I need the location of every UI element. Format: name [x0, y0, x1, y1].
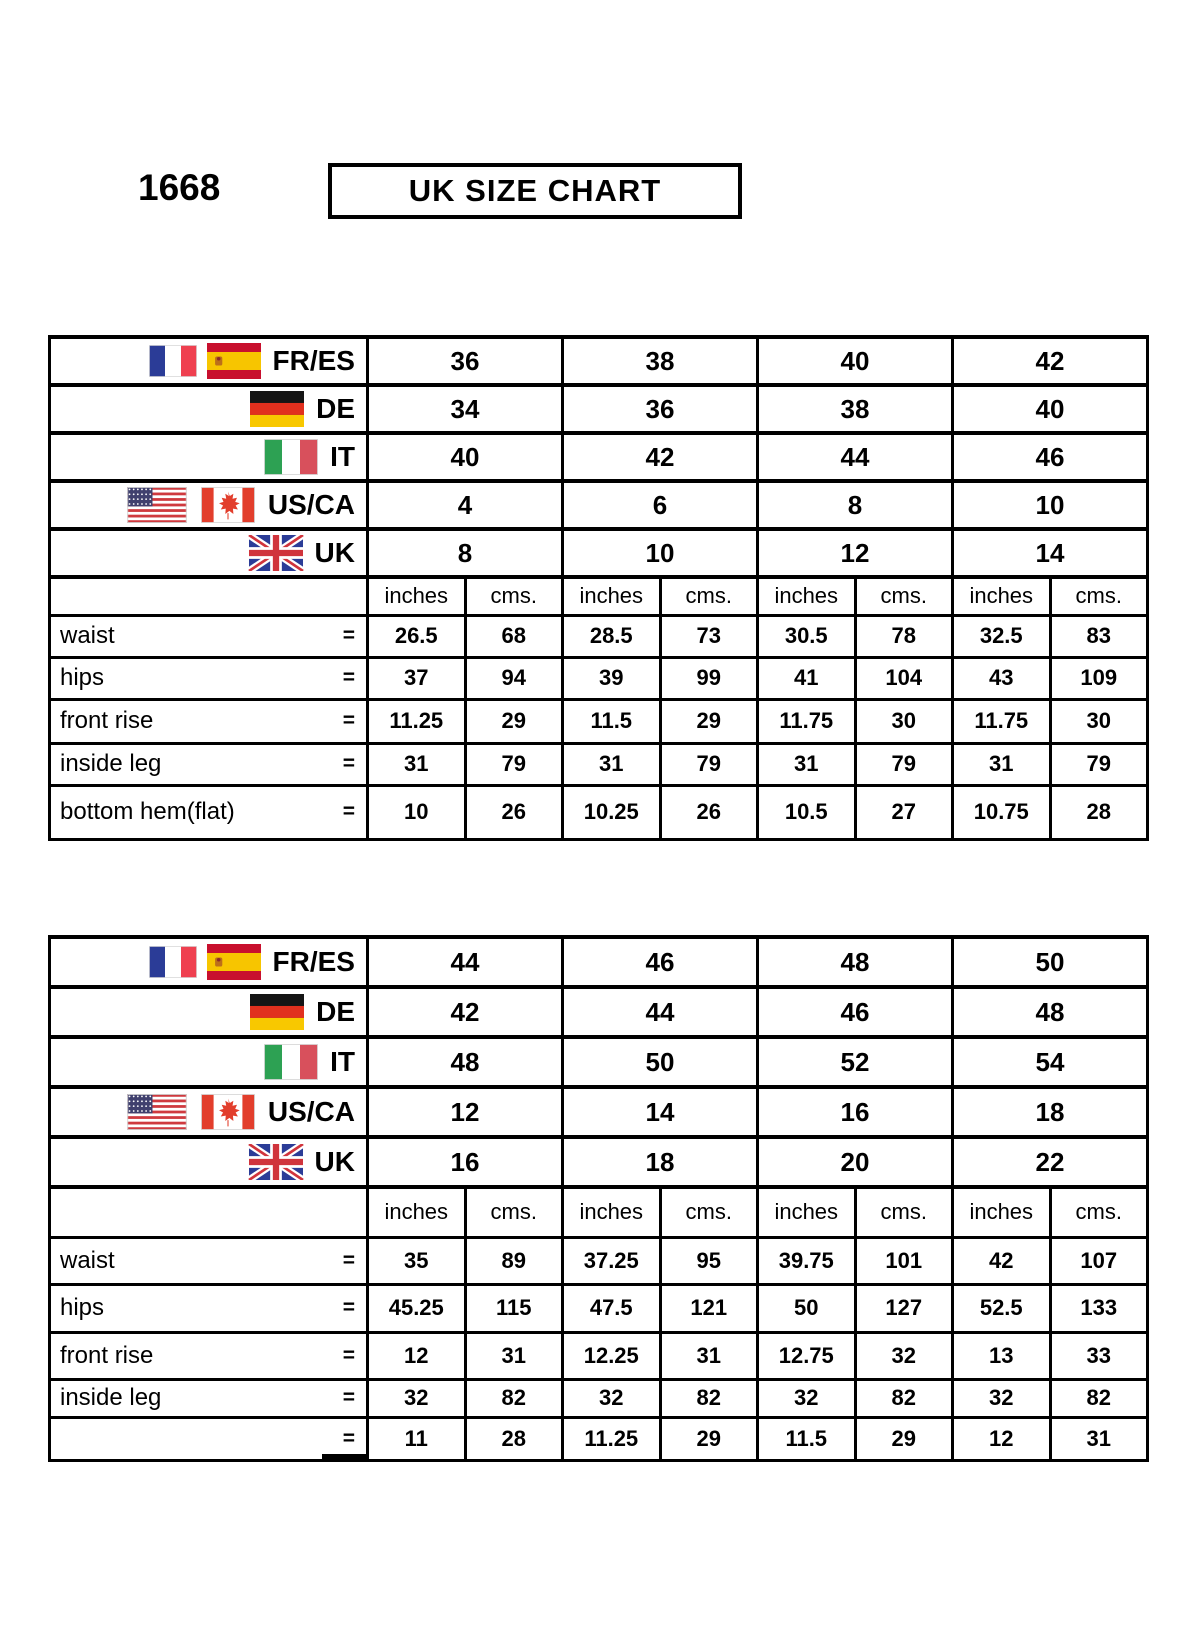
unit-inches-cell: inches: [758, 1187, 856, 1237]
value-inches-cell: 39.75: [758, 1237, 856, 1284]
region-code: DE: [316, 996, 355, 1027]
equals-sign: =: [342, 1426, 355, 1450]
region-code: DE: [316, 393, 355, 424]
region-code: FR/ES: [272, 345, 355, 376]
equals-sign: =: [342, 1248, 355, 1272]
size-value-cell: 38: [563, 337, 758, 385]
measure-label: [51, 664, 366, 692]
size-value-cell: 48: [368, 1037, 563, 1087]
flag-france-icon: [149, 343, 197, 379]
size-value-cell: 42: [953, 337, 1148, 385]
value-cms-cell: 127: [855, 1284, 953, 1332]
value-inches-cell: 10: [368, 785, 466, 839]
value-inches-cell: 31: [368, 743, 466, 785]
flag-france-icon: [149, 944, 197, 980]
flag-germany-icon: [248, 994, 306, 1030]
value-inches-cell: 50: [758, 1284, 856, 1332]
flag-spain-icon: [205, 343, 263, 379]
region-label: [51, 994, 366, 1030]
value-inches-cell: 12.25: [563, 1332, 661, 1379]
value-inches-cell: 39: [563, 657, 661, 699]
size-value-cell: 44: [368, 937, 563, 987]
value-inches-cell: 11.25: [563, 1417, 661, 1460]
size-value-cell: 48: [953, 987, 1148, 1037]
region-label-cell: [50, 481, 368, 529]
value-inches-cell: 32: [953, 1379, 1051, 1417]
value-inches-cell: 32: [758, 1379, 856, 1417]
value-inches-cell: 35: [368, 1237, 466, 1284]
equals-sign: =: [342, 1343, 355, 1367]
size-value-cell: 40: [953, 385, 1148, 433]
region-row: [50, 937, 1148, 987]
measure-row: [50, 785, 1148, 839]
value-inches-cell: 42: [953, 1237, 1051, 1284]
value-inches-cell: 31: [563, 743, 661, 785]
equals-sign: =: [342, 800, 355, 823]
size-value-cell: 36: [368, 337, 563, 385]
value-cms-cell: 32: [855, 1332, 953, 1379]
size-value-cell: 52: [758, 1037, 953, 1087]
region-code: UK: [314, 537, 355, 568]
value-cms-cell: 30: [855, 699, 953, 743]
region-label: [51, 1044, 366, 1080]
value-cms-cell: 99: [660, 657, 758, 699]
unit-cms-cell: cms.: [855, 1187, 953, 1237]
measure-label-cell: [50, 1379, 368, 1417]
value-cms-cell: 27: [855, 785, 953, 839]
unit-inches-cell: inches: [953, 577, 1051, 615]
region-label: [51, 944, 366, 980]
region-row: [50, 1087, 1148, 1137]
size-value-cell: 40: [758, 337, 953, 385]
measure-label-cell: [50, 1332, 368, 1379]
flag-uk-icon: [247, 535, 305, 571]
unit-inches-cell: inches: [563, 1187, 661, 1237]
measure-label-cell: [50, 699, 368, 743]
value-inches-cell: 12: [953, 1417, 1051, 1460]
value-inches-cell: 11.5: [563, 699, 661, 743]
flag-usa-icon: [124, 1094, 190, 1130]
value-cms-cell: 94: [465, 657, 563, 699]
size-value-cell: 12: [368, 1087, 563, 1137]
value-cms-cell: 79: [660, 743, 758, 785]
size-value-cell: 42: [563, 433, 758, 481]
value-inches-cell: 45.25: [368, 1284, 466, 1332]
value-inches-cell: 37.25: [563, 1237, 661, 1284]
measure-row: [50, 743, 1148, 785]
value-cms-cell: 28: [1050, 785, 1148, 839]
value-inches-cell: 47.5: [563, 1284, 661, 1332]
value-cms-cell: 82: [855, 1379, 953, 1417]
size-value-cell: 4: [368, 481, 563, 529]
measure-label: [51, 707, 366, 735]
size-value-cell: 34: [368, 385, 563, 433]
value-inches-cell: 31: [758, 743, 856, 785]
measure-row: [50, 1417, 1148, 1460]
region-row: [50, 1137, 1148, 1187]
size-value-cell: 8: [368, 529, 563, 577]
measure-label-text: front rise: [60, 1341, 154, 1369]
measure-label-text: bottom hem(flat): [60, 798, 235, 825]
region-label-cell: [50, 987, 368, 1037]
value-cms-cell: 79: [465, 743, 563, 785]
flag-italy-icon: [262, 1044, 320, 1080]
measure-label-text: inside leg: [60, 1384, 162, 1411]
unit-cms-cell: cms.: [660, 1187, 758, 1237]
value-inches-cell: 32: [563, 1379, 661, 1417]
measure-label-cell: [50, 743, 368, 785]
value-cms-cell: 29: [855, 1417, 953, 1460]
value-cms-cell: 31: [660, 1332, 758, 1379]
region-row: [50, 987, 1148, 1037]
measure-label: [51, 1247, 366, 1275]
value-cms-cell: 104: [855, 657, 953, 699]
region-label: [51, 1094, 366, 1130]
region-label-cell: [50, 337, 368, 385]
flag-canada-icon: [198, 487, 258, 523]
value-inches-cell: 12: [368, 1332, 466, 1379]
size-value-cell: 50: [563, 1037, 758, 1087]
size-value-cell: 16: [758, 1087, 953, 1137]
size-value-cell: 16: [368, 1137, 563, 1187]
unit-inches-cell: inches: [563, 577, 661, 615]
measure-row: [50, 657, 1148, 699]
value-inches-cell: 43: [953, 657, 1051, 699]
region-code: US/CA: [267, 489, 355, 520]
flag-italy-icon: [262, 439, 320, 475]
value-cms-cell: 115: [465, 1284, 563, 1332]
size-value-cell: 42: [368, 987, 563, 1037]
value-inches-cell: 37: [368, 657, 466, 699]
flag-germany-icon: [248, 391, 306, 427]
size-value-cell: 22: [953, 1137, 1148, 1187]
measure-label-text: waist: [60, 1246, 115, 1274]
region-label: [51, 1144, 366, 1180]
measure-label: [51, 798, 366, 826]
empty-label-cell: [50, 1417, 368, 1460]
value-cms-cell: 109: [1050, 657, 1148, 699]
value-cms-cell: 73: [660, 615, 758, 657]
size-value-cell: 12: [758, 529, 953, 577]
size-value-cell: 10: [953, 481, 1148, 529]
equals-sign: =: [342, 709, 355, 732]
value-inches-cell: 32: [368, 1379, 466, 1417]
value-inches-cell: 10.75: [953, 785, 1051, 839]
region-row: [50, 1037, 1148, 1087]
value-cms-cell: 30: [1050, 699, 1148, 743]
measure-row: [50, 1284, 1148, 1332]
measure-row: [50, 1237, 1148, 1284]
value-inches-cell: 30.5: [758, 615, 856, 657]
equals-sign: =: [342, 1296, 355, 1319]
size-value-cell: 44: [758, 433, 953, 481]
unit-cms-cell: cms.: [465, 577, 563, 615]
size-value-cell: 18: [563, 1137, 758, 1187]
equals-sign: =: [342, 752, 355, 775]
unit-cms-cell: cms.: [1050, 577, 1148, 615]
value-cms-cell: 33: [1050, 1332, 1148, 1379]
equals-sign: =: [342, 624, 355, 647]
size-value-cell: 46: [758, 987, 953, 1037]
region-label: [51, 343, 366, 379]
flag-canada-icon: [198, 1094, 258, 1130]
size-value-cell: 46: [953, 433, 1148, 481]
measure-label-text: waist: [60, 622, 115, 649]
region-label-cell: [50, 937, 368, 987]
value-cms-cell: 107: [1050, 1237, 1148, 1284]
region-label-cell: [50, 433, 368, 481]
size-value-cell: 44: [563, 987, 758, 1037]
measure-label-text: inside leg: [60, 750, 162, 777]
value-cms-cell: 78: [855, 615, 953, 657]
region-label-cell: [50, 529, 368, 577]
units-header-row: [50, 1187, 1148, 1237]
value-cms-cell: 26: [660, 785, 758, 839]
value-cms-cell: 29: [660, 1417, 758, 1460]
region-row: [50, 481, 1148, 529]
size-value-cell: 14: [563, 1087, 758, 1137]
value-cms-cell: 82: [660, 1379, 758, 1417]
value-cms-cell: 26: [465, 785, 563, 839]
region-code: IT: [330, 1046, 355, 1077]
region-code: UK: [314, 1146, 355, 1177]
size-value-cell: 50: [953, 937, 1148, 987]
flag-spain-icon: [205, 944, 263, 980]
size-value-cell: 54: [953, 1037, 1148, 1087]
measure-row: [50, 1332, 1148, 1379]
measure-label: [51, 750, 366, 778]
measure-label-cell: [50, 615, 368, 657]
value-cms-cell: 83: [1050, 615, 1148, 657]
value-cms-cell: 101: [855, 1237, 953, 1284]
unit-inches-cell: inches: [953, 1187, 1051, 1237]
value-cms-cell: 133: [1050, 1284, 1148, 1332]
size-chart-table: [48, 935, 1149, 1462]
style-code: 1668: [138, 167, 221, 208]
region-row: [50, 529, 1148, 577]
value-cms-cell: 121: [660, 1284, 758, 1332]
value-inches-cell: 10.5: [758, 785, 856, 839]
unit-inches-cell: inches: [368, 577, 466, 615]
size-value-cell: 18: [953, 1087, 1148, 1137]
size-table-1: [48, 335, 1149, 841]
region-label: [51, 391, 366, 427]
value-inches-cell: 26.5: [368, 615, 466, 657]
measure-label-cell: [50, 1284, 368, 1332]
region-code: FR/ES: [272, 946, 355, 977]
size-value-cell: 8: [758, 481, 953, 529]
unit-cms-cell: cms.: [855, 577, 953, 615]
size-value-cell: 40: [368, 433, 563, 481]
page-title: UK SIZE CHART: [408, 173, 662, 208]
measure-label: [51, 1427, 366, 1451]
value-cms-cell: 95: [660, 1237, 758, 1284]
measure-label-text: hips: [60, 1294, 105, 1321]
title-box: [328, 163, 742, 219]
equals-sign: =: [342, 1386, 355, 1409]
value-cms-cell: 28: [465, 1417, 563, 1460]
measure-label-text: hips: [60, 664, 105, 691]
measure-row: [50, 1379, 1148, 1417]
value-inches-cell: 11.5: [758, 1417, 856, 1460]
value-inches-cell: 11.25: [368, 699, 466, 743]
region-code: IT: [330, 441, 355, 472]
value-cms-cell: 79: [1050, 743, 1148, 785]
value-inches-cell: 13: [953, 1332, 1051, 1379]
value-cms-cell: 89: [465, 1237, 563, 1284]
size-value-cell: 36: [563, 385, 758, 433]
empty-cell: [50, 1187, 368, 1237]
measure-label-cell: [50, 1237, 368, 1284]
unit-cms-cell: cms.: [465, 1187, 563, 1237]
value-inches-cell: 52.5: [953, 1284, 1051, 1332]
flag-usa-icon: [124, 487, 190, 523]
region-label: [51, 535, 366, 571]
empty-cell: [50, 577, 368, 615]
size-table-2: [48, 935, 1149, 1462]
value-inches-cell: 10.25: [563, 785, 661, 839]
value-inches-cell: 11.75: [953, 699, 1051, 743]
value-inches-cell: 31: [953, 743, 1051, 785]
region-label-cell: [50, 1137, 368, 1187]
value-cms-cell: 82: [465, 1379, 563, 1417]
value-inches-cell: 32.5: [953, 615, 1051, 657]
measure-label: [51, 1342, 366, 1370]
measure-label: [51, 622, 366, 650]
value-cms-cell: 29: [660, 699, 758, 743]
measure-label-cell: [50, 785, 368, 839]
region-label: [51, 487, 366, 523]
region-label-cell: [50, 385, 368, 433]
region-label-cell: [50, 1037, 368, 1087]
measure-row: [50, 615, 1148, 657]
value-cms-cell: 31: [465, 1332, 563, 1379]
flag-uk-icon: [247, 1144, 305, 1180]
measure-label: [51, 1384, 366, 1412]
size-chart-table: [48, 335, 1149, 841]
unit-cms-cell: cms.: [660, 577, 758, 615]
value-cms-cell: 82: [1050, 1379, 1148, 1417]
value-inches-cell: 11.75: [758, 699, 856, 743]
size-value-cell: 46: [563, 937, 758, 987]
value-inches-cell: 11: [368, 1417, 466, 1460]
region-row: [50, 337, 1148, 385]
unit-cms-cell: cms.: [1050, 1187, 1148, 1237]
value-cms-cell: 68: [465, 615, 563, 657]
size-value-cell: 20: [758, 1137, 953, 1187]
value-cms-cell: 29: [465, 699, 563, 743]
measure-label-cell: [50, 657, 368, 699]
equals-sign: =: [342, 666, 355, 689]
value-inches-cell: 41: [758, 657, 856, 699]
value-inches-cell: 12.75: [758, 1332, 856, 1379]
value-cms-cell: 79: [855, 743, 953, 785]
measure-label-text: front rise: [60, 707, 154, 734]
region-row: [50, 433, 1148, 481]
unit-inches-cell: inches: [368, 1187, 466, 1237]
region-row: [50, 385, 1148, 433]
units-header-row: [50, 577, 1148, 615]
size-value-cell: 10: [563, 529, 758, 577]
measure-label: [51, 1294, 366, 1322]
measure-row: [50, 699, 1148, 743]
size-value-cell: 48: [758, 937, 953, 987]
size-value-cell: 38: [758, 385, 953, 433]
unit-inches-cell: inches: [758, 577, 856, 615]
region-label: [51, 439, 366, 475]
size-value-cell: 6: [563, 481, 758, 529]
size-value-cell: 14: [953, 529, 1148, 577]
region-code: US/CA: [267, 1096, 355, 1127]
value-inches-cell: 28.5: [563, 615, 661, 657]
region-label-cell: [50, 1087, 368, 1137]
value-cms-cell: 31: [1050, 1417, 1148, 1460]
